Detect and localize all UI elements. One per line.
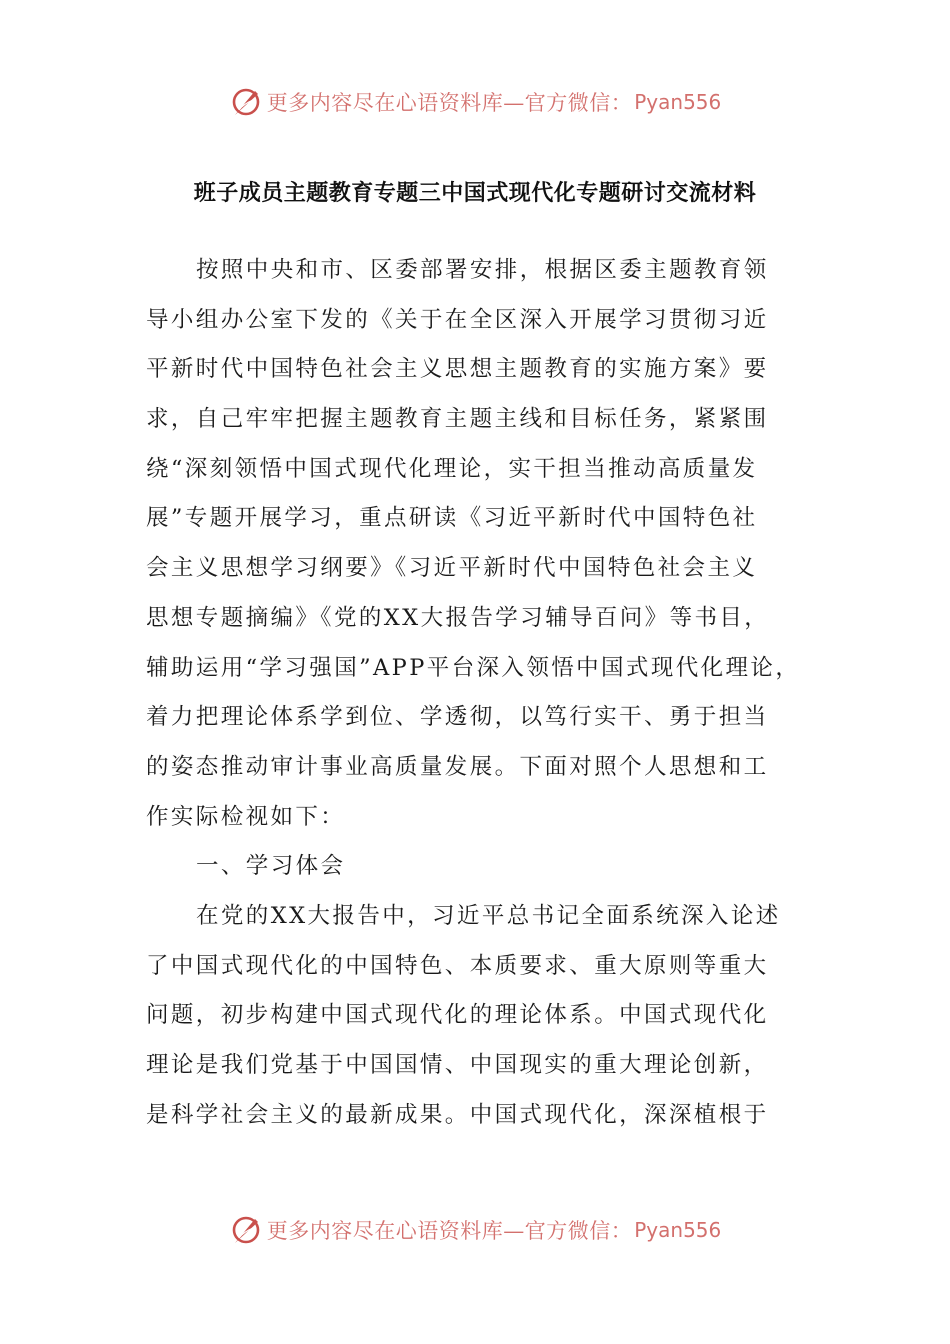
quill-logo-icon xyxy=(229,85,263,119)
watermark-text: 更多内容尽在心语资料库—官方微信： xyxy=(266,91,633,115)
body-text-line: 导小组办公室下发的《关于在全区深入开展学习贯彻习近 xyxy=(146,306,769,333)
body-text-line: 问题，初步构建中国式现代化的理论体系。中国式现代化 xyxy=(146,1002,769,1029)
body-text-line: 会主义思想学习纲要》《习近平新时代中国特色社会主义 xyxy=(146,555,758,582)
watermark-code: Pyan556 xyxy=(634,90,722,114)
document-body xyxy=(146,246,826,1140)
body-text-line: 思想专题摘编》《党的XX大报告学习辅导百问》等书目， xyxy=(146,604,770,631)
watermark-text: 更多内容尽在心语资料库—官方微信： xyxy=(266,1219,633,1243)
body-text-line: 在党的XX大报告中，习近平总书记全面系统深入论述 xyxy=(196,902,781,929)
body-text-line: 展”专题开展学习，重点研读《习近平新时代中国特色社 xyxy=(146,505,758,532)
body-text-line: 求，自己牢牢把握主题教育主题主线和目标任务，紧紧围 xyxy=(146,406,769,433)
body-text-line: 平新时代中国特色社会主义思想主题教育的实施方案》要 xyxy=(146,356,769,383)
document-title: 班子成员主题教育专题三中国式现代化专题研讨交流材料 xyxy=(193,181,757,206)
body-text-line: 一、学习体会 xyxy=(196,853,346,880)
body-text-line: 了中国式现代化的中国特色、本质要求、重大原则等重大 xyxy=(146,952,769,979)
body-text-line: 作实际检视如下： xyxy=(146,803,346,830)
body-text-line: 着力把理论体系学到位、学透彻，以笃行实干、勇于担当 xyxy=(146,704,769,731)
body-text-line: 的姿态推动审计事业高质量发展。下面对照个人思想和工 xyxy=(146,753,769,780)
watermark-banner-bottom xyxy=(0,1210,950,1250)
watermark-code: Pyan556 xyxy=(634,1218,722,1242)
body-text-line: 辅助运用“学习强国”APP平台深入领悟中国式现代化理论， xyxy=(146,654,801,681)
body-text-line: 是科学社会主义的最新成果。中国式现代化，深深植根于 xyxy=(146,1101,769,1128)
quill-logo-icon xyxy=(229,1213,263,1247)
body-text-line: 按照中央和市、区委部署安排，根据区委主题教育领 xyxy=(196,257,769,283)
body-text-line: 绕“深刻领悟中国式现代化理论，实干担当推动高质量发 xyxy=(146,455,758,482)
watermark-banner-top xyxy=(0,82,950,122)
body-text-line: 理论是我们党基于中国国情、中国现实的重大理论创新， xyxy=(146,1052,769,1078)
